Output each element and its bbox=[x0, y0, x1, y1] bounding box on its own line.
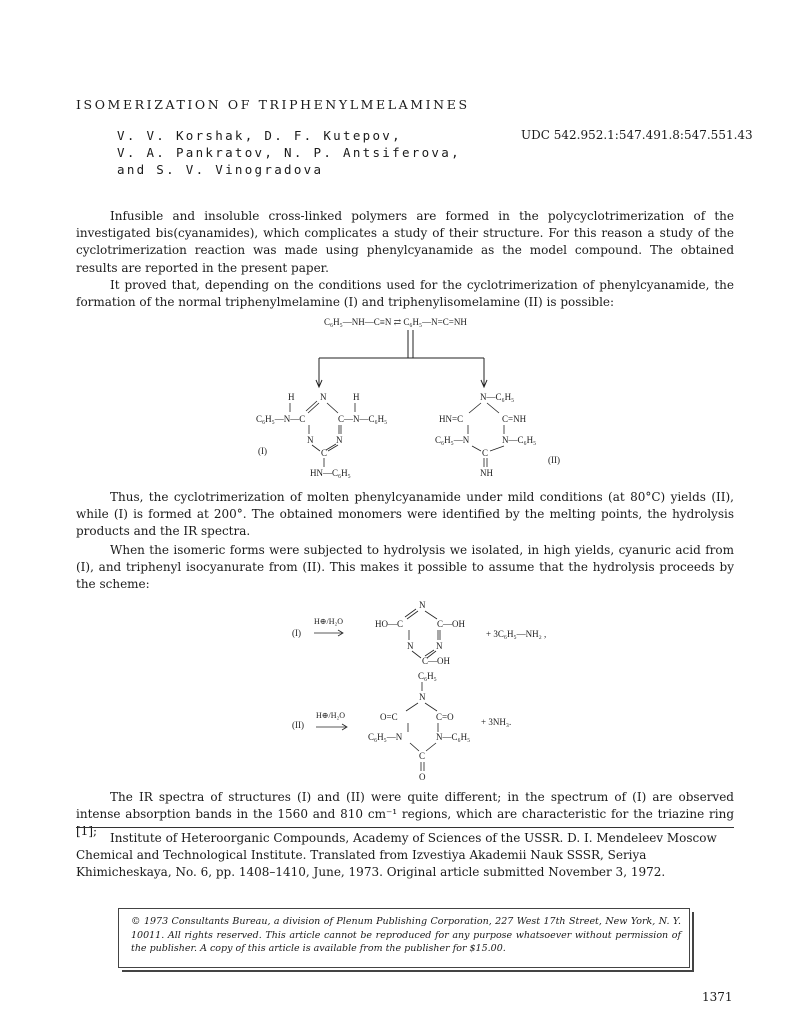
hydrolysis-I-n-top: N bbox=[419, 600, 426, 610]
II-label: (II) bbox=[548, 455, 560, 465]
hydrolysis-II-label: (II) bbox=[292, 720, 304, 730]
hydrolysis-II-top-sub: C₆H₅ bbox=[418, 671, 437, 681]
hydrolysis-II-right: C=O bbox=[436, 712, 454, 722]
hydrolysis-II-byproduct: + 3NH₃. bbox=[481, 717, 512, 727]
hydrolysis-I-label: (I) bbox=[292, 628, 301, 638]
I-bottom-group: HN—C₆H₅ bbox=[310, 468, 351, 478]
hydrolysis-I-arrow bbox=[314, 630, 343, 636]
II-bottom-left-group: C₆H₅—N bbox=[435, 435, 470, 445]
II-right-group: C=NH bbox=[502, 414, 527, 424]
paragraph-conditions-text: Thus, the cyclotrimerization of molten phenylcyanamide under mild conditions (at 80°C) yields (II), while (I) is formed at 200°. The obtained monomers were identified by the melting points, the hydrolysis products and the IR spectra. bbox=[76, 490, 734, 539]
structure-I bbox=[256, 392, 387, 478]
copyright-notice: © 1973 Consultants Bureau, a division of Plenum Publishing Corporation, 227 West 17th Street, New York, N. Y. 10011. All rights reserved. This article cannot be reproduced for any purpose whatsoever without permission of the publisher. A copy of this article is available from the publisher for $15.00. bbox=[131, 916, 681, 954]
I-left-group: C₆H₅—N—C bbox=[256, 414, 306, 424]
hydrolysis-I-conditions: H⊕/H₂O bbox=[314, 617, 344, 626]
author-line-1: V. V. Korshak, D. F. Kutepov, bbox=[117, 128, 402, 143]
hydrolysis-II-arrow bbox=[316, 724, 347, 730]
author-line-2: V. A. Pankratov, N. P. Antsiferova, bbox=[117, 145, 461, 160]
hydrolysis-I-n-br: N bbox=[436, 641, 443, 651]
hydrolysis-I-left: HO—C bbox=[375, 619, 404, 629]
I-c-bottom: C bbox=[321, 448, 328, 458]
paragraph-hydrolysis bbox=[76, 542, 734, 594]
paragraph-intro bbox=[76, 208, 734, 277]
paragraph-intro-text: Infusible and insoluble cross-linked polymers are formed in the polycyclotrimerization of the investigated bis(cyanamides), which complicates a study of their structure. For this reason a study of the cyclotrimerization reaction was made using phenylcyanamide as the model compound. The obtained results are reported in the present paper. bbox=[76, 209, 734, 275]
paragraph-ir-spectra-text: The IR spectra of structures (I) and (II) were quite different; in the spectrum of (I) are observed intense absorption bands in the 1560 and 810 cm⁻¹ regions, which are characteristic for the triazine ring [1]; bbox=[76, 790, 734, 839]
hydrolysis-II bbox=[292, 671, 511, 782]
cyclotrimerization-scheme bbox=[240, 314, 580, 480]
udc-code: UDC 542.952.1:547.491.8:547.551.43 bbox=[521, 128, 753, 142]
paragraph-hydrolysis-text: When the isomeric forms were subjected to hydrolysis we isolated, in high yields, cyanuric acid from (I), and triphenyl isocyanurate from (II). This makes it possible to assume that the hydrolysis proceeds by the scheme: bbox=[76, 543, 734, 592]
I-n-top: N bbox=[320, 392, 327, 402]
hydrolysis-I-right: C—OH bbox=[437, 619, 466, 629]
affiliation-text: Institute of Heteroorganic Compounds, Academy of Sciences of the USSR. D. I. Mendeleev Moscow Chemical and Technological Institute. Translated from Izvestiya Akademii Nauk SSSR, Seriya Khimicheskaya, No. 6, pp. 1408–1410, June, 1973. Original article submitted November 3, 1972. bbox=[76, 831, 717, 879]
hydrolysis-II-br: N—C₆H₅ bbox=[436, 732, 471, 742]
hydrolysis-I bbox=[292, 600, 546, 666]
paragraph-isomer-formation-text: It proved that, depending on the conditions used for the cyclotrimerization of phenylcyanamide, the formation of the normal triphenylmelamine (I) and triphenylisomelamine (II) is possible: bbox=[76, 278, 734, 310]
paragraph-isomer-formation bbox=[76, 277, 734, 311]
II-c-bottom: C bbox=[482, 448, 489, 458]
branch-arrows bbox=[316, 330, 487, 387]
I-right-group: C—N—C₆H₅ bbox=[338, 414, 388, 424]
equilibrium-equation: C₆H₅—NH—C≡N ⇄ C₆H₅—N=C=NH bbox=[324, 317, 467, 327]
author-line-3: and S. V. Vinogradova bbox=[117, 162, 324, 177]
hydrolysis-I-bottom: C—OH bbox=[422, 656, 451, 666]
structure-II bbox=[435, 392, 560, 478]
footnote-divider bbox=[76, 827, 734, 828]
II-bottom-right-group: N—C₆H₅ bbox=[502, 435, 537, 445]
hydrolysis-II-left: O=C bbox=[380, 712, 398, 722]
I-n-bottom-right: N bbox=[336, 435, 343, 445]
I-label: (I) bbox=[258, 446, 267, 456]
I-n-bottom-left: N bbox=[307, 435, 314, 445]
hydrolysis-I-n-bl: N bbox=[407, 641, 414, 651]
hydrolysis-II-c-bottom: C bbox=[419, 751, 426, 761]
hydrolysis-II-bl: C₆H₅—N bbox=[368, 732, 403, 742]
hydrolysis-II-conditions: H⊕/H₂O bbox=[316, 711, 346, 720]
II-bottom-group: NH bbox=[480, 468, 493, 478]
author-list bbox=[117, 127, 461, 178]
hydrolysis-scheme bbox=[290, 596, 550, 784]
article-title: ISOMERIZATION OF TRIPHENYLMELAMINES bbox=[76, 97, 470, 112]
I-h-right: H bbox=[353, 392, 360, 402]
II-top-group: N—C₆H₅ bbox=[480, 392, 515, 402]
II-left-group: HN=C bbox=[439, 414, 464, 424]
paragraph-conditions bbox=[76, 489, 734, 541]
hydrolysis-II-n-top: N bbox=[419, 692, 426, 702]
hydrolysis-I-byproduct: + 3C₆H₅—NH₂ , bbox=[486, 629, 547, 639]
I-h-left: H bbox=[288, 392, 295, 402]
hydrolysis-II-o-bottom: O bbox=[419, 772, 426, 782]
affiliation-note bbox=[76, 830, 736, 881]
page-number: 1371 bbox=[702, 990, 733, 1004]
